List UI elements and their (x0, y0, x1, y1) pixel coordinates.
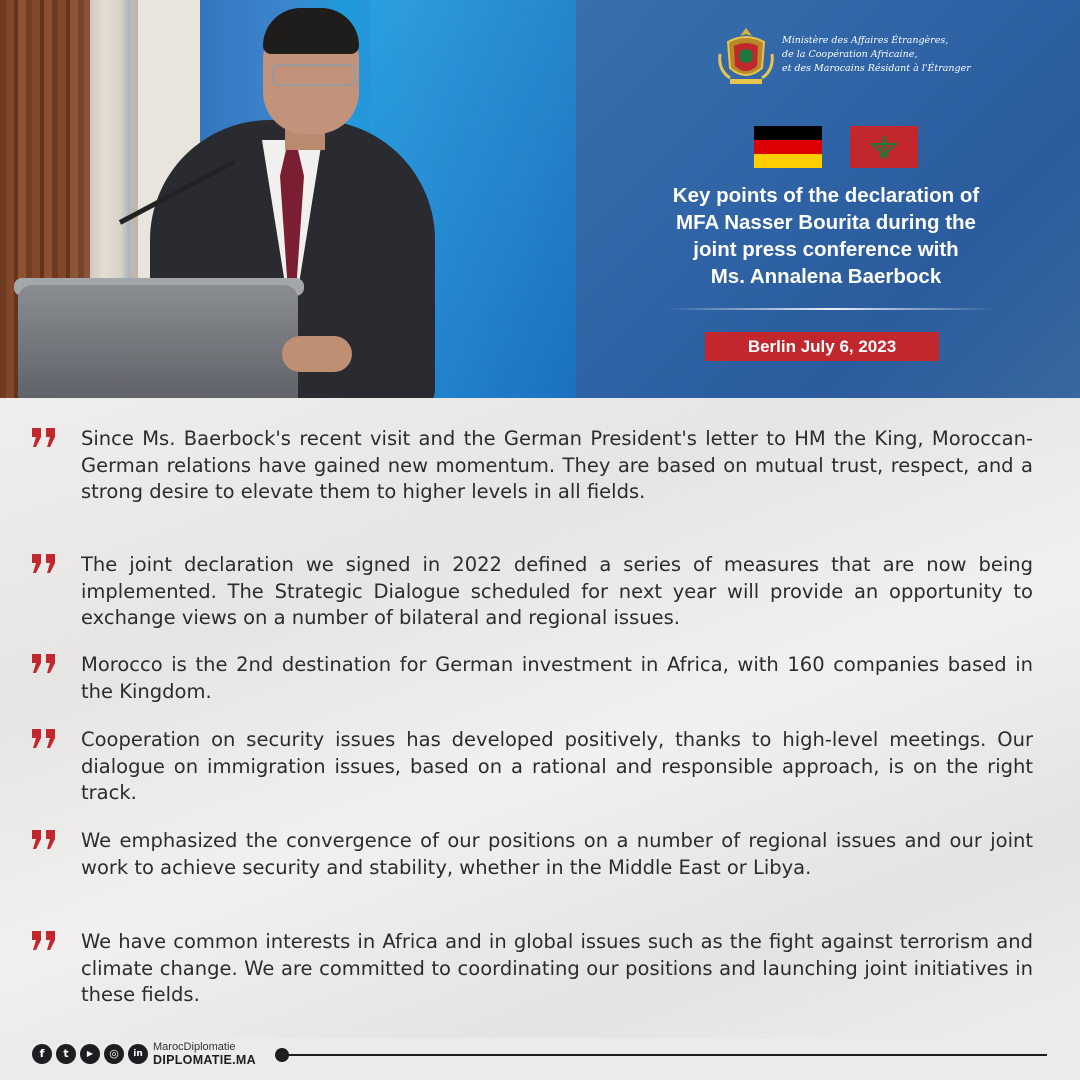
quote-text: The joint declaration we signed in 2022 defined a series of measures that are now being implemented. The Strategic Dialogue scheduled for next year will provide an opportunity to exchange views on a number of bilateral and regional issues. (81, 553, 1033, 629)
quote-text: We have common interests in Africa and in global issues such as the fight against terrorism and climate change. We are committed to coordinating our positions and launching joint initiatives in these fields. (81, 930, 1033, 1006)
title-line-1: Key points of the declaration of (672, 184, 980, 207)
title-line-3: joint press conference with (693, 238, 959, 261)
quote-mark-icon (30, 727, 58, 749)
quote-mark-icon (30, 828, 58, 850)
morocco-flag-icon (850, 126, 918, 168)
ministry-line-3: et des Marocains Résidant à l'Étranger (782, 63, 971, 74)
ministry-logo (716, 24, 971, 86)
quotes-section (0, 398, 1080, 1038)
speaker-photo (0, 0, 576, 398)
quote-text: We emphasized the convergence of our positions on a number of regional issues and our joint work to achieve security and stability, whether in the Middle East or Libya. (81, 829, 1033, 879)
quote-item (30, 552, 1035, 632)
quote-mark-icon (30, 552, 58, 574)
social-links (32, 1044, 148, 1064)
flags (754, 126, 918, 168)
brand (153, 1041, 256, 1067)
footer (0, 1038, 1080, 1080)
germany-flag-icon (754, 126, 822, 168)
quote-text: Morocco is the 2nd destination for German investment in Africa, with 160 companies based in the Kingdom. (81, 653, 1033, 703)
twitter-icon[interactable]: t (56, 1044, 76, 1064)
title-divider (666, 308, 996, 310)
date-badge: Berlin July 6, 2023 (705, 332, 939, 361)
ministry-line-2: de la Coopération Africaine, (782, 49, 918, 60)
youtube-icon[interactable]: ▶ (80, 1044, 100, 1064)
title-panel (576, 0, 1080, 398)
quote-mark-icon (30, 652, 58, 674)
quote-item (30, 426, 1035, 506)
quote-mark-icon (30, 929, 58, 951)
quote-text: Since Ms. Baerbock's recent visit and the German President's letter to HM the King, Moroccan-German relations have gained new momentum. They are based on mutual trust, respect, and a strong desire to elevate them to higher levels in all fields. (81, 427, 1033, 503)
coat-of-arms-icon (716, 24, 776, 86)
instagram-icon[interactable]: ◎ (104, 1044, 124, 1064)
quote-mark-icon (30, 426, 58, 448)
title-line-4: Ms. Annalena Baerbock (710, 265, 942, 288)
quote-item (30, 727, 1035, 807)
facebook-icon[interactable]: f (32, 1044, 52, 1064)
quote-item (30, 828, 1035, 881)
quote-text: Cooperation on security issues has developed positively, thanks to high-level meetings. Our dialogue on immigration issues, based on a rational and responsible approach, is on the right track. (81, 728, 1033, 804)
quote-item (30, 929, 1035, 1009)
social-handle: MarocDiplomatie (153, 1041, 236, 1053)
ministry-line-1: Ministère des Affaires Étrangères, (782, 35, 949, 46)
page-title (616, 182, 1036, 290)
website-link[interactable]: DIPLOMATIE.MA (153, 1053, 256, 1067)
quote-item (30, 652, 1035, 705)
linkedin-icon[interactable]: in (128, 1044, 148, 1064)
footer-line (285, 1054, 1047, 1056)
title-line-2: MFA Nasser Bourita during the (676, 211, 976, 234)
